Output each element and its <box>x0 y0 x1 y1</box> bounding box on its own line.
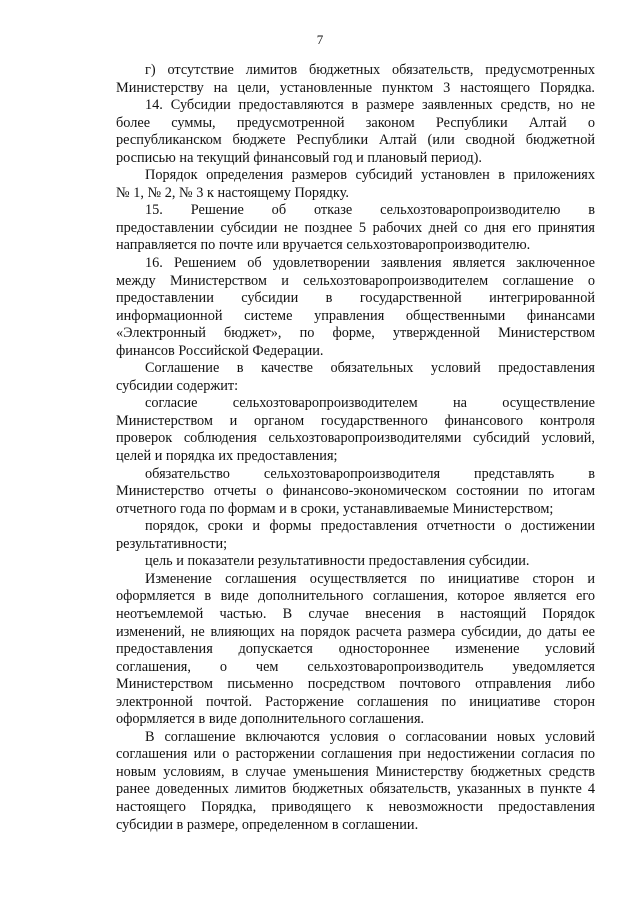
text-line: предоставлении субсидии в государственной интегрированной <box>116 290 595 307</box>
text-line: неотъемлемой частью. В случае внесения в настоящий Порядок <box>116 605 595 622</box>
text-line: согласие сельхозтоваропроизводителем на осуществление <box>145 395 595 412</box>
text-line: изменений, не влияющих на порядок расчета размера субсидии, до даты ее <box>116 623 595 640</box>
text-line: соглашения, о чем сельхозтоваропроизводитель уведомляется <box>116 658 595 675</box>
text-line: росписью на текущий финансовый год и плановый период). <box>116 149 482 166</box>
text-line: информационной системе управления общественными финансами <box>116 307 595 324</box>
text-line: целей и порядка их предоставления; <box>116 448 338 465</box>
text-line: порядок, сроки и формы предоставления отчетности о достижении <box>145 518 595 535</box>
text-line: Министерству на цели, установленные пунктом 3 настоящего Порядка. <box>116 79 595 96</box>
text-line: более суммы, предусмотренной законом Республики Алтай о <box>116 114 595 131</box>
text-line: отчетного года по формам и в сроки, устанавливаемые Министерством; <box>116 500 554 517</box>
text-line: цель и показатели результативности предоставления субсидии. <box>145 553 530 570</box>
text-line: Министерством письменно посредством почтового отправления либо <box>116 676 595 693</box>
text-line: финансов Российской Федерации. <box>116 342 324 359</box>
text-line: проверок соблюдения сельхозтоваропроизводителями субсидий условий, <box>116 430 595 447</box>
text-line: между Министерством и сельхозтоваропроизводителем соглашение о <box>116 272 595 289</box>
document-body <box>116 62 595 834</box>
text-line: Министерством и органом государственного финансового контроля <box>116 412 595 429</box>
text-line: Министерство отчеты о финансово-экономическом состоянии по итогам <box>116 483 595 500</box>
text-line: субсидии содержит: <box>116 377 239 394</box>
text-line: «Электронный бюджет», по форме, утвержденной Министерством <box>116 325 595 342</box>
text-line: предоставлении субсидии не позднее 5 рабочих дней со дня его принятия <box>116 219 595 236</box>
text-line: обязательство сельхозтоваропроизводителя представлять в <box>145 465 595 482</box>
text-line: соглашения или о расторжении соглашения при недостижении согласия по <box>116 746 595 763</box>
text-line: 16. Решением об удовлетворении заявления является заключенное <box>145 255 595 272</box>
text-line: г) отсутствие лимитов бюджетных обязательств, предусмотренных <box>145 62 595 78</box>
text-line: субсидии в размере, определенном в соглашении. <box>116 816 419 833</box>
text-line: предоставления допускается одностороннее изменение условий <box>116 641 595 658</box>
text-line: результативности; <box>116 535 228 552</box>
text-line: В соглашение включаются условия о согласовании новых условий <box>145 728 595 745</box>
text-line: Порядок определения размеров субсидий установлен в приложениях <box>145 167 595 184</box>
text-line: № 1, № 2, № 3 к настоящему Порядку. <box>116 184 349 201</box>
text-line: новым условиям, в случае уменьшения Министерству бюджетных средств <box>116 763 595 780</box>
text-line: 15. Решение об отказе сельхозтоваропроизводителю в <box>145 202 595 219</box>
text-line: Изменение соглашения осуществляется по инициативе сторон и <box>145 570 595 587</box>
text-line: 14. Субсидии предоставляются в размере заявленных средств, но не <box>145 97 595 114</box>
text-line: настоящего Порядка, приводящего к невозможности предоставления <box>116 798 595 815</box>
text-line: Соглашение в качестве обязательных условий предоставления <box>145 360 595 377</box>
text-line: электронной почтой. Расторжение соглашения по инициативе сторон <box>116 693 595 710</box>
text-line: оформляется в виде дополнительного соглашения. <box>116 711 425 728</box>
text-line: ранее доведенных лимитов бюджетных обязательств, указанных в пункте 4 <box>116 781 595 798</box>
text-line: направляется по почте или вручается сельхозтоваропроизводителю. <box>116 237 531 254</box>
page-number: 7 <box>316 32 324 47</box>
text-line: республиканском бюджете Республики Алтай (или сводной бюджетной <box>116 132 595 149</box>
text-line: оформляется в виде дополнительного соглашения, которое является его <box>116 588 595 605</box>
